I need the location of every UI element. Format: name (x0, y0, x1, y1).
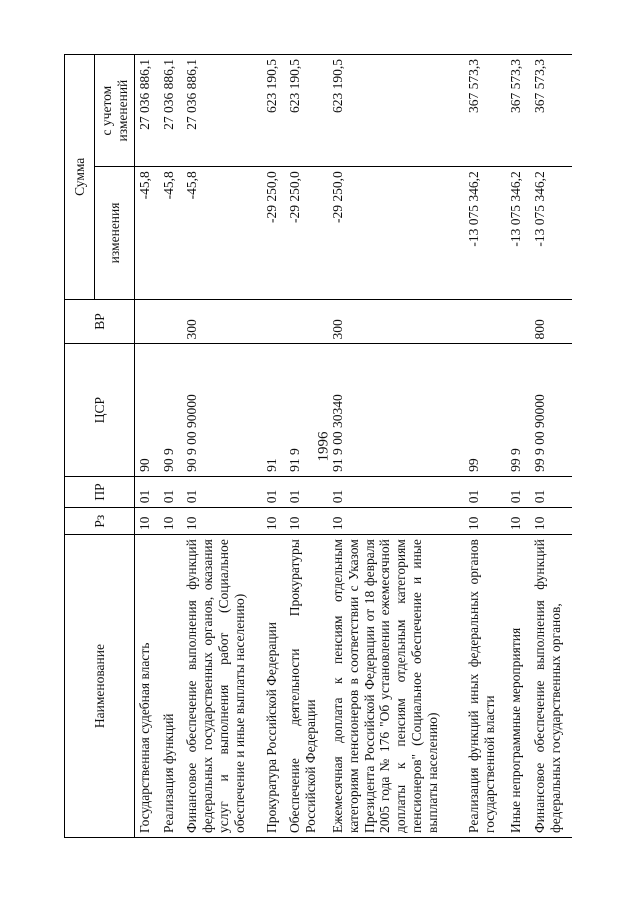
row-pr: 01 (506, 476, 530, 507)
row-rz: 10 (285, 508, 327, 535)
row-name: Реализация функций иных федеральных органов государственной власти (464, 535, 506, 838)
header-vr: ВР (65, 299, 135, 344)
row-pr: 01 (159, 476, 183, 507)
row-pr: 01 (530, 476, 572, 507)
row-rz: 10 (262, 508, 286, 535)
row-total: 27 036 886,1 (135, 55, 159, 167)
row-csr: 99 9 00 90000 (530, 344, 572, 476)
header-csr: ЦСР (65, 344, 135, 476)
row-vr: 300 (328, 299, 464, 344)
page-number: 1996 (315, 431, 332, 462)
row-name: Иные непрограммные мероприятия (506, 535, 530, 838)
row-change: -45,8 (182, 167, 262, 299)
row-total: 367 573,3 (530, 55, 572, 167)
header-sum: Сумма (65, 55, 95, 300)
row-vr (285, 299, 327, 344)
table-row (182, 55, 262, 838)
row-csr: 91 (262, 344, 286, 476)
row-rz: 10 (135, 508, 159, 535)
row-name: Реализация функций (159, 535, 183, 838)
row-vr: 300 (182, 299, 262, 344)
row-csr: 99 9 (506, 344, 530, 476)
budget-table (64, 54, 572, 838)
row-csr: 90 9 (159, 344, 183, 476)
table-row (464, 55, 506, 838)
row-change: -13 075 346,2 (506, 167, 530, 299)
row-csr: 90 9 00 90000 (182, 344, 262, 476)
row-total: 367 573,3 (506, 55, 530, 167)
row-rz: 10 (530, 508, 572, 535)
row-pr: 01 (285, 476, 327, 507)
row-name: Финансовое обеспечение выполнения функций федеральных государственных органов, оказания услуг и выполнения работ (Социальное обеспечение и иные выплаты населению) (182, 535, 262, 838)
row-total: 623 190,5 (285, 55, 327, 167)
table-row (262, 55, 286, 838)
table-row (285, 55, 327, 838)
row-name: Ежемесячная доплата к пенсиям отдельным категориям пенсионеров в соответствии с Указом Президента Российской Федерации от 18 февраля 2005 года № 176 "Об установлении ежемесячной доплаты к пенсиям отдельным категориям пенсионеров" (Социальное обеспечение и иные выплаты населению) (328, 535, 464, 838)
row-vr: 800 (530, 299, 572, 344)
row-csr: 91 9 00 30340 (328, 344, 464, 476)
table-row (159, 55, 183, 838)
row-change: -29 250,0 (285, 167, 327, 299)
row-csr: 99 (464, 344, 506, 476)
row-name: Обеспечение деятельности Прокуратуры Российской Федерации (285, 535, 327, 838)
row-total: 623 190,5 (328, 55, 464, 167)
header-rz: Рз (65, 508, 135, 535)
table-row (328, 55, 464, 838)
row-rz: 10 (182, 508, 262, 535)
row-total: 623 190,5 (262, 55, 286, 167)
table-row (135, 55, 159, 838)
row-name: Государственная судебная власть (135, 535, 159, 838)
row-csr: 91 9 (285, 344, 327, 476)
header-pr: ПР (65, 476, 135, 507)
row-change: -13 075 346,2 (530, 167, 572, 299)
row-total: 27 036 886,1 (159, 55, 183, 167)
row-change: -29 250,0 (262, 167, 286, 299)
row-change: -45,8 (159, 167, 183, 299)
table-body (135, 55, 573, 838)
row-vr (464, 299, 506, 344)
rotated-table-container (64, 54, 572, 838)
row-change: -13 075 346,2 (464, 167, 506, 299)
row-rz: 10 (328, 508, 464, 535)
table-row (530, 55, 572, 838)
row-change: -45,8 (135, 167, 159, 299)
row-pr: 01 (464, 476, 506, 507)
row-change: -29 250,0 (328, 167, 464, 299)
row-csr: 90 (135, 344, 159, 476)
row-rz: 10 (159, 508, 183, 535)
table-row (506, 55, 530, 838)
row-vr (506, 299, 530, 344)
row-rz: 10 (506, 508, 530, 535)
header-total: с учетом изменений (95, 55, 135, 167)
row-pr: 01 (182, 476, 262, 507)
row-pr: 01 (328, 476, 464, 507)
table-header (65, 55, 135, 838)
row-rz: 10 (464, 508, 506, 535)
row-name: Финансовое обеспечение выполнения функций федеральных государственных органов, (530, 535, 572, 838)
row-pr: 01 (262, 476, 286, 507)
row-vr (159, 299, 183, 344)
row-name: Прокуратура Российской Федерации (262, 535, 286, 838)
row-vr (135, 299, 159, 344)
header-name: Наименование (65, 535, 135, 838)
row-vr (262, 299, 286, 344)
row-pr: 01 (135, 476, 159, 507)
row-total: 367 573,3 (464, 55, 506, 167)
row-total: 27 036 886,1 (182, 55, 262, 167)
header-change: изменения (95, 167, 135, 299)
